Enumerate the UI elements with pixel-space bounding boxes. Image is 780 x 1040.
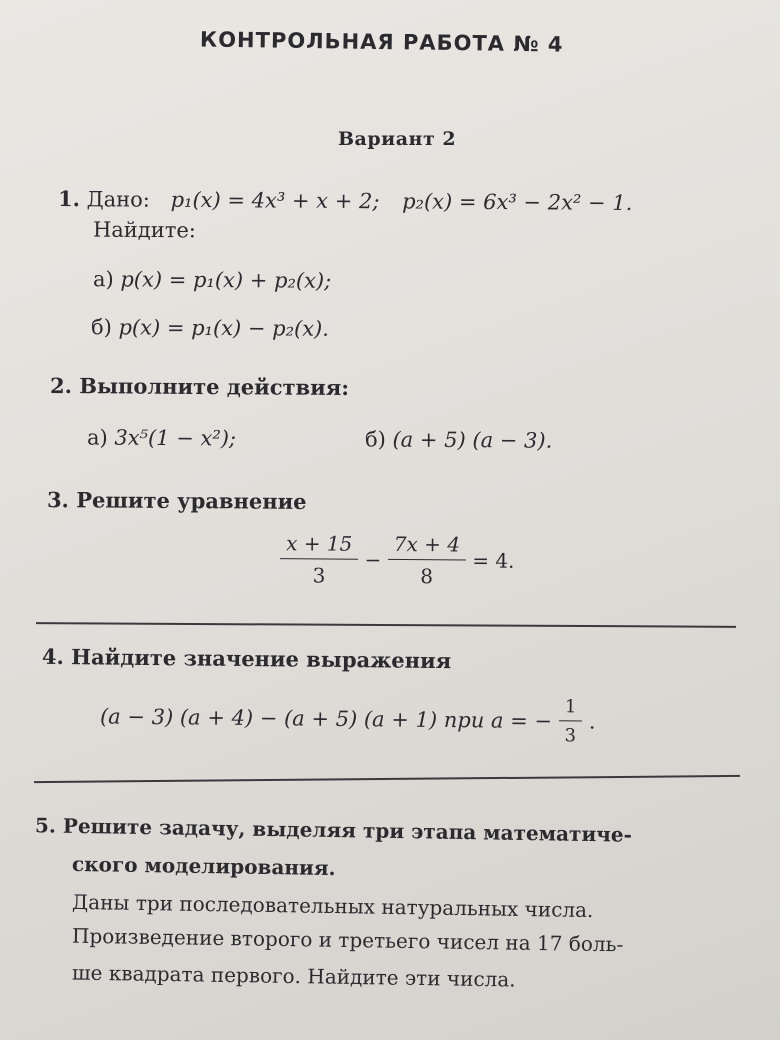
task5-prompt-1: Решите задачу, выделяя три этапа математиче- — [62, 813, 633, 847]
task4-fraction — [558, 696, 582, 746]
task3-fraction-2 — [387, 532, 466, 589]
task4-frac-numerator: 1 — [559, 696, 583, 721]
divider-line — [34, 775, 740, 783]
task2-prompt: Выполните действия: — [79, 373, 350, 401]
task1-item-a — [93, 267, 331, 293]
page-title: КОНТРОЛЬНАЯ РАБОТА № 4 — [199, 27, 564, 57]
task3-heading — [47, 487, 307, 514]
task2-b-expr: (a + 5) (a − 3). — [392, 427, 553, 453]
task3-fraction-1 — [280, 531, 359, 588]
task5-body-line-2: Произведение второго и третьего чисел на 17 боль- — [71, 923, 624, 957]
task3-number: 3. — [46, 487, 70, 513]
task1-given-row — [58, 186, 633, 215]
task3-frac2-denominator: 8 — [420, 564, 434, 589]
task4-prompt: Найдите значение выражения — [71, 644, 452, 674]
task3-frac1-numerator: x + 15 — [280, 531, 358, 560]
task1-number: 1. — [57, 185, 81, 212]
task1-b-expr: p(x) = p₁(x) − p₂(x). — [118, 315, 330, 341]
task4-heading — [42, 644, 451, 673]
task4-expr: (a − 3) (a + 4) − (a + 5) (a + 1) при a = − — [99, 704, 553, 734]
task1-given-label: Дано: — [86, 187, 151, 212]
variant-label: Вариант 2 — [338, 128, 457, 150]
task1-find-label: Найдите: — [92, 217, 196, 243]
task3-frac1-denominator: 3 — [312, 563, 326, 588]
task5-number: 5. — [34, 813, 57, 838]
task3-frac2-numerator: 7x + 4 — [388, 532, 466, 561]
task1-b-label: б) — [90, 315, 112, 340]
task1-p1: p₁(x) = 4x³ + x + 2; — [170, 187, 380, 214]
task2-item-a — [87, 425, 236, 450]
task2-a-expr: 3x⁵(1 − x²); — [114, 425, 237, 451]
task1-item-b — [91, 315, 329, 341]
task4-end: . — [588, 709, 596, 734]
task3-prompt: Решите уравнение — [76, 487, 307, 514]
task5-prompt-line-1 — [35, 813, 632, 846]
task2-number: 2. — [49, 372, 73, 399]
task4-frac-denominator: 3 — [564, 725, 577, 747]
task5-prompt-line-2: ского моделирования. — [71, 851, 336, 881]
task1-a-label: а) — [92, 267, 114, 292]
task4-expression — [100, 691, 596, 746]
task2-heading — [50, 373, 349, 400]
task4-number: 4. — [41, 643, 65, 670]
task1-p2: p₂(x) = 6x³ − 2x² − 1. — [402, 189, 633, 216]
task3-rhs: = 4. — [472, 548, 515, 573]
task2-item-b — [365, 427, 552, 452]
task5-body-line-1: Даны три последовательных натуральных числа. — [71, 889, 594, 923]
divider-line — [36, 622, 736, 628]
task1-a-expr: p(x) = p₁(x) + p₂(x); — [120, 267, 332, 293]
task3-equation — [280, 531, 515, 589]
task2-a-label: а) — [86, 425, 108, 450]
task5-body-line-3: ше квадрата первого. Найдите эти числа. — [71, 960, 516, 992]
task2-b-label: б) — [364, 427, 386, 452]
task3-minus: − — [364, 547, 382, 572]
